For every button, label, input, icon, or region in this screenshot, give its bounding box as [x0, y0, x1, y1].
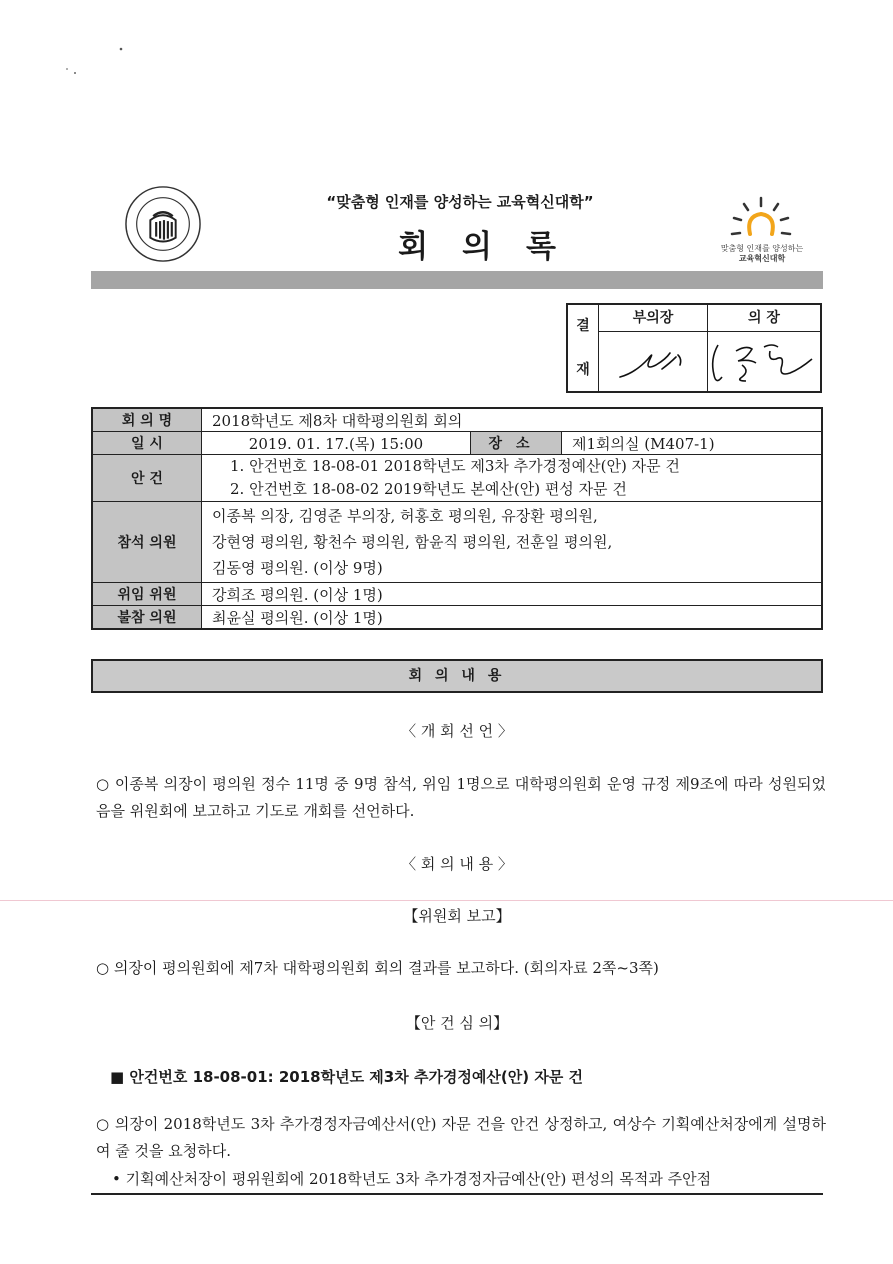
document-title: 회의록 — [398, 229, 590, 265]
logo-right-line1: 맞춤형 인재를 양성하는 — [720, 244, 804, 253]
row-datetime — [92, 432, 822, 455]
place-value: 제1회의실 (M407-1) — [562, 432, 823, 455]
row-meeting-name — [92, 408, 822, 432]
scan-line — [0, 900, 893, 901]
opening-text: ○ 이종복 의장이 평의원 정수 11명 중 9명 참석, 위임 1명으로 대학평의원회 운영 규정 제9조에 따라 성원되었음을 위원회에 보고하고 기도로 개회를 선언하다. — [96, 775, 826, 820]
attendees-line-2: 강현영 평의원, 황천수 평의원, 함윤직 평의원, 전훈일 평의원, — [212, 533, 613, 551]
approval-chair-header: 의 장 — [708, 305, 820, 332]
agenda-item-heading: ■ 안건번호 18-08-01: 2018학년도 제3차 추가경정예산(안) 자문 건 — [110, 1068, 584, 1086]
meeting-name-label: 회 의 명 — [92, 408, 202, 432]
attendees-line-1: 이종복 의장, 김영준 부의장, 허홍호 평의원, 유장환 평의원, — [212, 507, 598, 525]
attendees-line-3: 김동영 평의원. (이상 9명) — [212, 559, 383, 577]
attendees-value — [202, 502, 823, 583]
approval-side-char-1: 결 — [576, 318, 590, 334]
deliberation-heading: 【안 건 심 의】 — [405, 1014, 509, 1032]
agenda-label: 안 건 — [92, 455, 202, 502]
meeting-info-table — [91, 407, 823, 630]
agenda-item-text: ○ 의장이 2018학년도 3차 추가경정자금예산서(안) 자문 건을 안건 상정하고, 여상수 기획예산처장에게 설명하여 줄 것을 요청하다. — [96, 1115, 826, 1160]
agenda-item-1: 1. 안건번호 18-08-01 2018학년도 제3차 추가경정예산(안) 자문 건 — [230, 457, 680, 475]
opening-heading: 〈 개 회 선 언 〉 — [401, 722, 513, 740]
absent-value: 최윤실 평의원. (이상 1명) — [202, 606, 823, 630]
header-divider — [91, 271, 823, 289]
absent-label: 불참 의원 — [92, 606, 202, 630]
agenda-item-2: 2. 안건번호 18-08-02 2019학년도 본예산(안) 편성 자문 건 — [230, 480, 627, 498]
content-heading: 〈 회 의 내 용 〉 — [401, 855, 513, 873]
approval-side — [568, 305, 599, 391]
proxy-label: 위임 위원 — [92, 583, 202, 606]
page-bottom-rule — [91, 1193, 823, 1195]
report-heading: 【위원회 보고】 — [403, 907, 511, 925]
agenda-value — [202, 455, 823, 502]
row-absent — [92, 606, 822, 630]
approval-box — [566, 303, 822, 393]
university-seal-text — [124, 185, 202, 263]
row-proxy — [92, 583, 822, 606]
scan-specks — [55, 45, 125, 80]
section-title-bar: 회 의 내 용 — [91, 659, 823, 693]
approval-side-char-2: 재 — [576, 362, 590, 378]
place-label: 장소 — [471, 432, 562, 455]
row-agenda — [92, 455, 822, 502]
logo-right-line2: 교육혁신대학 — [738, 254, 786, 263]
logo-right-caption — [716, 244, 808, 264]
approval-vice-chair-header: 부의장 — [599, 305, 708, 332]
report-text: ○ 의장이 평의원회에 제7차 대학평의원회 회의 결과를 보고하다. (회의자료 2쪽~3쪽) — [96, 959, 659, 977]
meeting-name-value: 2018학년도 제8차 대학평의원회 회의 — [202, 408, 823, 432]
datetime-label: 일 시 — [92, 432, 202, 455]
attendees-label: 참석 의원 — [92, 502, 202, 583]
datetime-value: 2019. 01. 17.(목) 15:00 — [202, 432, 471, 455]
proxy-value: 강희조 평의원. (이상 1명) — [202, 583, 823, 606]
bullet-text: • 기획예산처장이 평위원회에 2018학년도 3차 추가경정자금예산(안) 편성의 목적과 주안점 — [112, 1170, 712, 1188]
motto: “맞춤형 인재를 양성하는 교육혁신대학” — [326, 193, 594, 211]
row-attendees — [92, 502, 822, 583]
signature-icon — [600, 329, 820, 395]
